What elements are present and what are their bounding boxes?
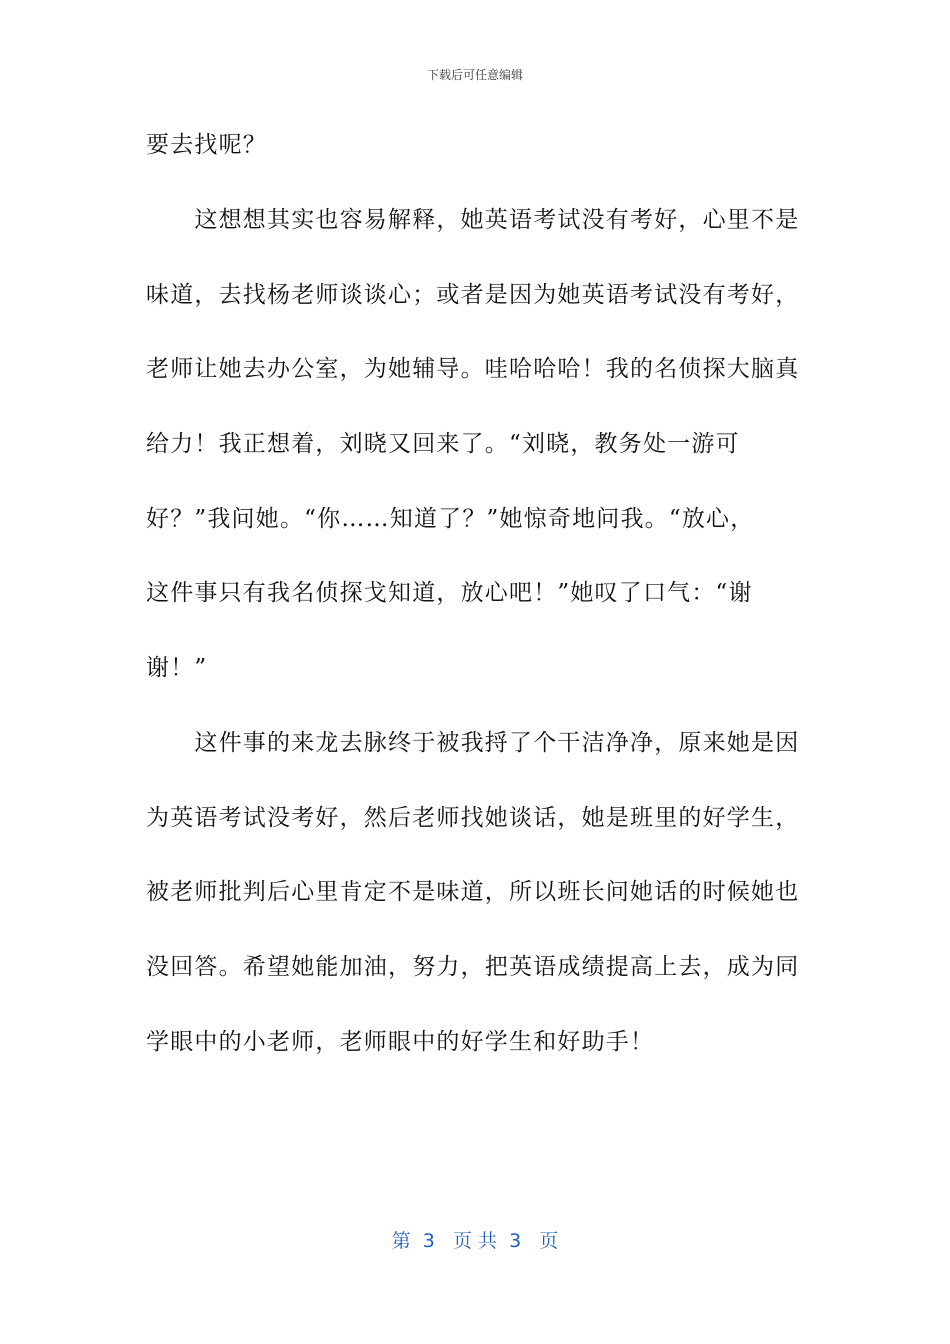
body-line-12: 没回答。希望她能加油，努力，把英语成绩提高上去，成为同	[146, 954, 800, 980]
body-line-8: 谢！”	[146, 655, 208, 681]
body-line-2: 这想想其实也容易解释，她英语考试没有考好，心里不是	[146, 207, 800, 233]
body-line-11: 被老师批判后心里肯定不是味道，所以班长问她话的时候她也	[146, 879, 800, 905]
page-header: 下载后可任意编辑	[426, 68, 523, 82]
body-line-6: 好？”我问她。“你……知道了？”她惊奇地问我。“放心，	[146, 506, 755, 532]
body-line-4: 老师让她去办公室，为她辅导。哇哈哈哈！我的名侦探大脑真	[146, 356, 800, 382]
body-line-7: 这件事只有我名侦探戈知道，放心吧！”她叹了口气：“谢	[146, 580, 753, 606]
body-line-9: 这件事的来龙去脉终于被我捋了个干洁净净，原来她是因	[146, 730, 800, 756]
page-footer: 第 3 页 共 3 页	[391, 1230, 559, 1252]
body-line-13: 学眼中的小老师，老师眼中的好学生和好助手！	[146, 1029, 655, 1055]
body-line-5: 给力！我正想着，刘晓又回来了。“刘晓，教务处一游可	[146, 431, 740, 457]
body-line-1: 要去找呢？	[146, 132, 267, 158]
body-line-10: 为英语考试没考好，然后老师找她谈话，她是班里的好学生，	[146, 805, 800, 831]
body-line-3: 味道，去找杨老师谈谈心；或者是因为她英语考试没有考好，	[146, 282, 800, 308]
